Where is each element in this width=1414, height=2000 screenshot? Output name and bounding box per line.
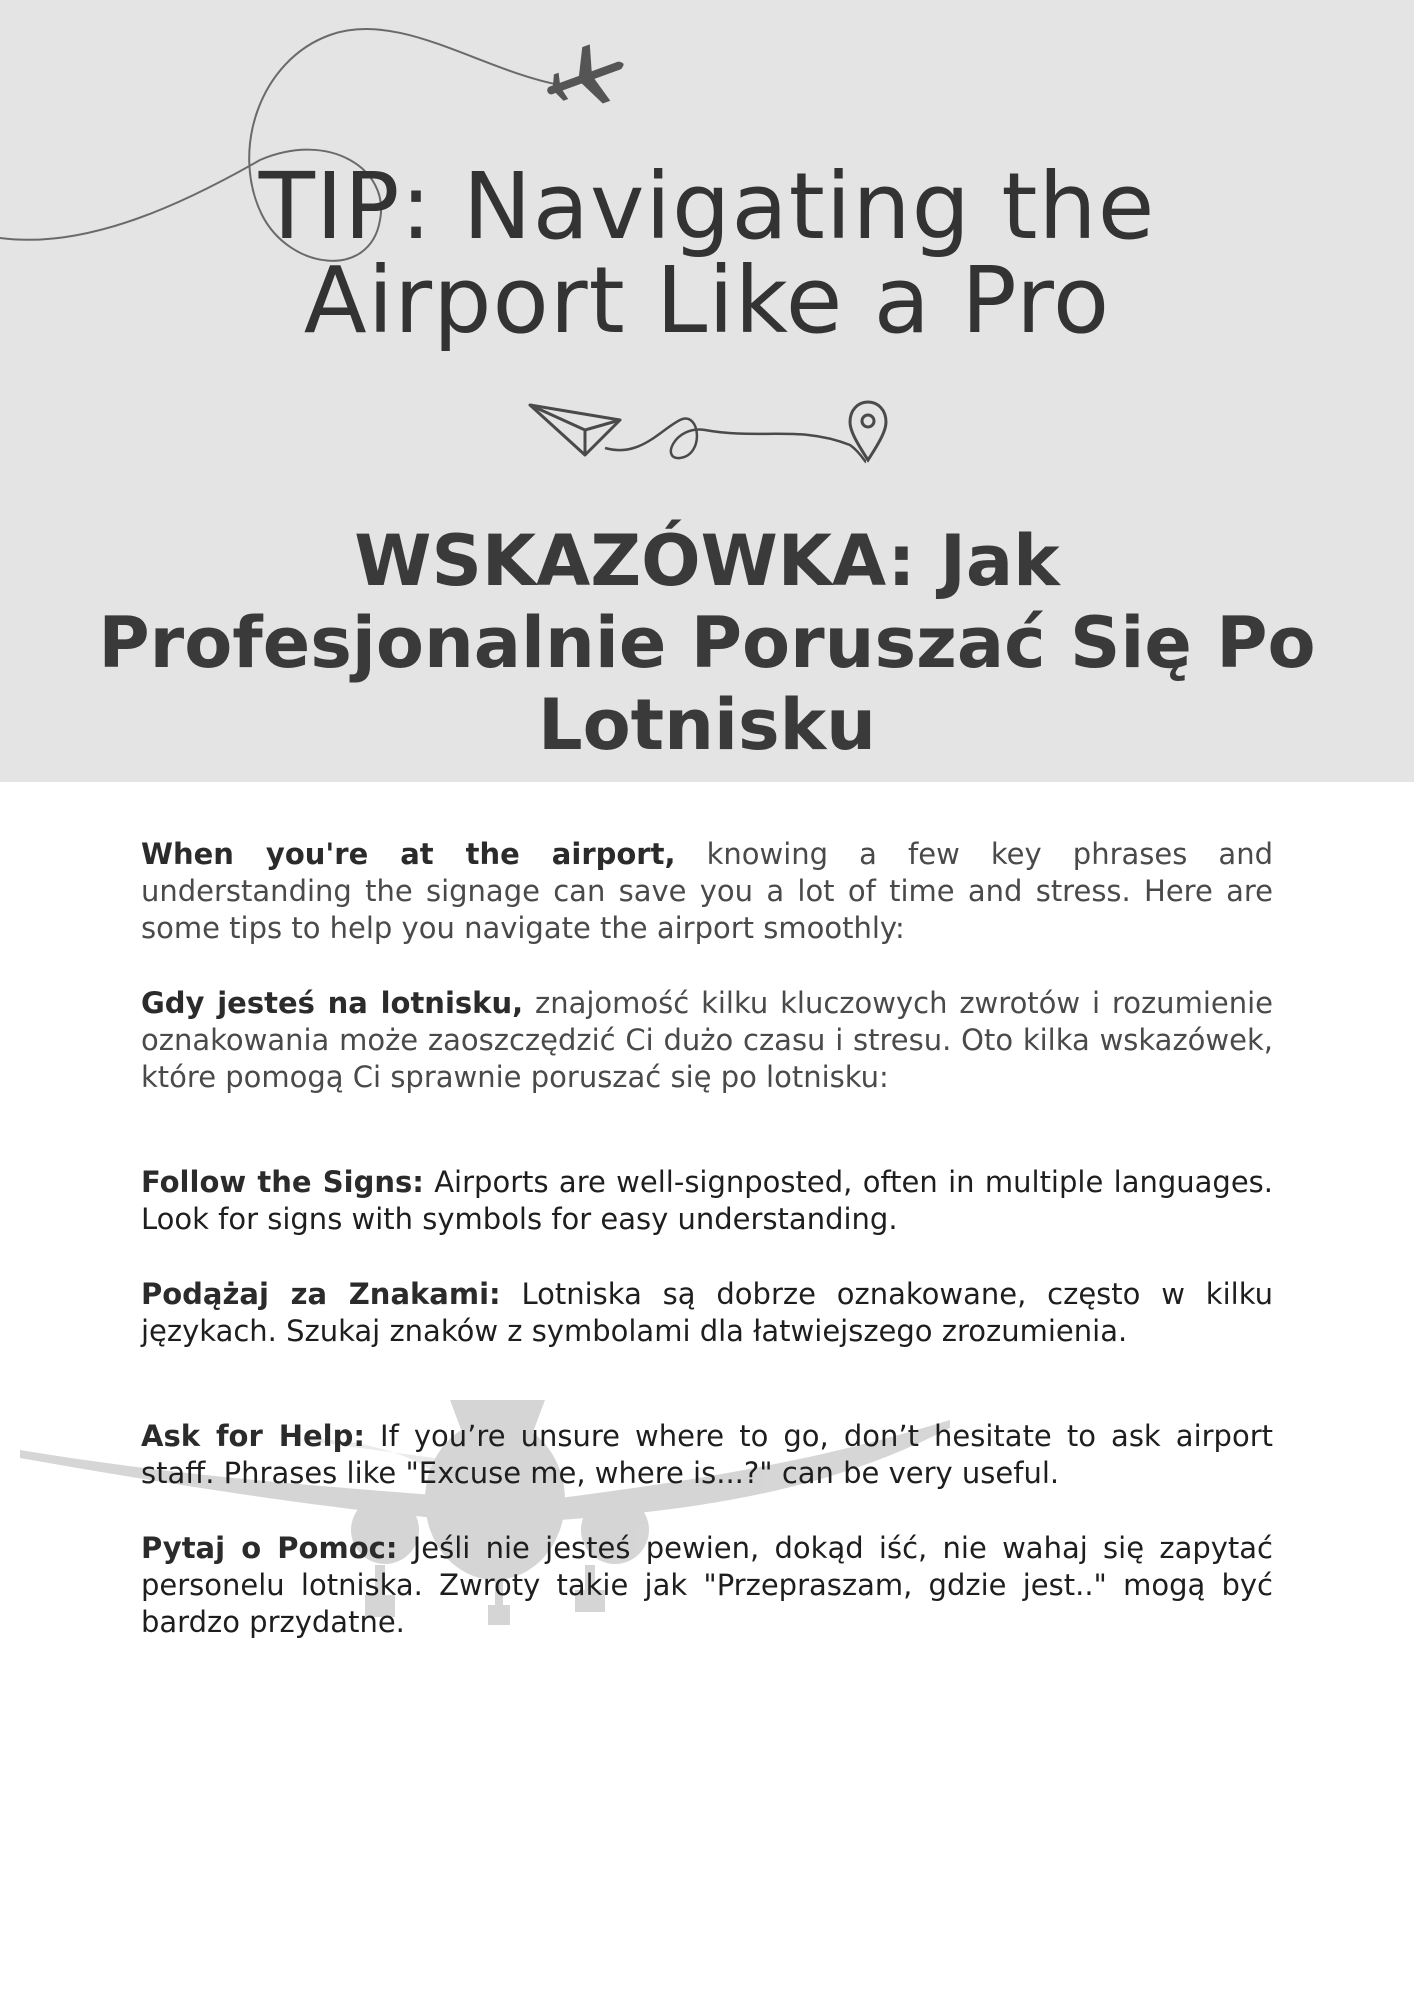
page-title-polish: WSKAZÓWKA: Jak Profesjonalnie Poruszać Się Po Lotnisku xyxy=(98,520,1316,766)
intro-english-text: knowing a few key phrases and understanding the signage can save you a lot of time and stress. Here are some tips to help you navigate the airport smoothly: xyxy=(141,837,1273,945)
intro-paragraph-english xyxy=(141,836,1273,947)
tip2-polish-lead: Pytaj o Pomoc: xyxy=(141,1531,398,1565)
page-title-english: TIP: Navigating the Airport Like a Pro xyxy=(258,153,1156,354)
tip-ask-help-polish xyxy=(141,1530,1273,1641)
tip2-polish-text: Jeśli nie jesteś pewien, dokąd iść, nie wahaj się zapytać personelu lotniska. Zwroty takie jak "Przepraszam, gdzie jest.." mogą być bardzo przydatne. xyxy=(141,1531,1273,1639)
tip-follow-signs-polish xyxy=(141,1276,1273,1350)
intro-polish-text: znajomość kilku kluczowych zwrotów i rozumienie oznakowania może zaoszczędzić Ci dużo czasu i stresu. Oto kilka wskazówek, które pomogą Ci sprawnie poruszać się po lotnisku: xyxy=(141,986,1273,1094)
tip2-english-text: If you’re unsure where to go, don’t hesitate to ask airport staff. Phrases like "Excuse me, where is...?" can be very useful. xyxy=(141,1419,1273,1490)
intro-polish-lead: Gdy jesteś na lotnisku, xyxy=(141,986,524,1020)
tip2-english-lead: Ask for Help: xyxy=(141,1419,365,1453)
content-body xyxy=(141,836,1273,1641)
tip-follow-signs-english xyxy=(141,1164,1273,1238)
tip1-english-lead: Follow the Signs: xyxy=(141,1165,424,1199)
squiggle-path xyxy=(605,419,866,462)
tip-ask-help-english xyxy=(141,1418,1273,1492)
header-banner xyxy=(0,0,1414,782)
tip1-polish-lead: Podążaj za Znakami: xyxy=(141,1277,501,1311)
airplane-icon xyxy=(537,36,634,120)
tip1-polish-text: Lotniska są dobrze oznakowane, często w kilku językach. Szukaj znaków z symbolami dla łatwiejszego zrozumienia. xyxy=(141,1277,1273,1348)
tip1-english-text: Airports are well-signposted, often in multiple languages. Look for signs with symbols for easy understanding. xyxy=(141,1165,1273,1236)
intro-english-lead: When you're at the airport, xyxy=(141,837,676,871)
location-pin-icon xyxy=(850,402,886,460)
intro-paragraph-polish xyxy=(141,985,1273,1096)
